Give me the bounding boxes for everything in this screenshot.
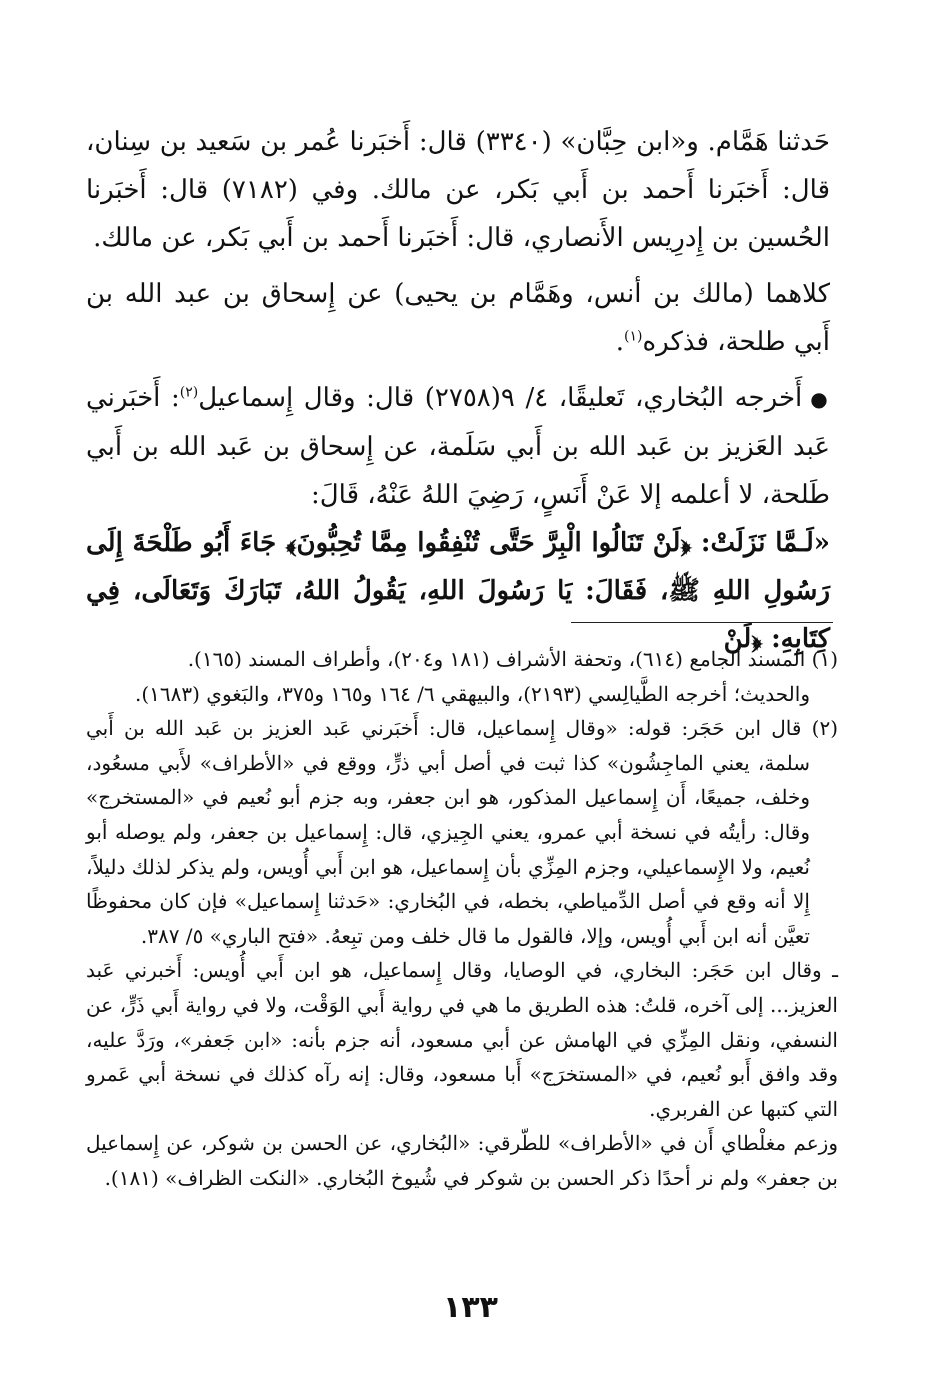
main-paragraph-text: : أَخبَرني عَبد العَزيز بن عَبد الله بن أَبي سَلَمة، عن إِسحاق بن عَبد الله بن أَبي طَلحة، لا أعلمه إلا عَنْ أَنَسٍ، رَضِيَ اللهُ عَنْهُ، قَالَ: <box>86 383 830 510</box>
page-number: ١٣٣ <box>443 1290 498 1325</box>
period: . <box>615 327 625 357</box>
footnote: وزعم مغلْطاي أَن في «الأطراف» للطّرقي: «البُخاري، عن الحسن بن شوكر، عن إِسماعيل بن جعفر» ولم نر أحدًا ذكر الحسن بن شوكر في شُيوخ البُخاري. «النكت الظراف» (١٨١). <box>86 1131 838 1190</box>
footnote-ref: (٢) <box>179 384 199 401</box>
main-paragraph-text: كلاهما (مالك بن أنس، وهَمَّام بن يحيى) عن إِسحاق بن عبد الله بن أَبي طلحة، فذكره <box>86 279 830 357</box>
main-paragraph <box>86 374 830 519</box>
footnote: (٢) قال ابن حَجَر: قوله: «وقال إِسماعيل، قال: أَخبَرني عَبد العزيز بن عَبد الله بن أَبي سلمة، يعني الماجِشُون» كذا ثبت في أصل أبي ذرٍّ، ووقع في «الأطراف» لأَبي مسعُود، وخلف، جميعًا، أَن إِسماعيل المذكور، هو ابن جعفر، وبه جزم أبو نُعيم في «المستخرج» وقال: رأيتُه في نسخة أبي عمرو، يعني الجِيزي، قال: إِسماعيل بن جعفر، ولم يوصله أبو نُعيم، ولا الإِسماعيلي، وجزم المِزِّي بأن إِسماعيل، هو ابن أَبي أُويس، ولم يذكر لذلك دليلاً، إِلا أنه وقع في أصل الدِّمياطي، بخطه، في البُخاري: «حَدثنا إِسماعيل» فإن كان محفوظًا تعيَّن أنه ابن أَبي أُويس، وإلا، فالقول ما قال خلف ومن تبِعهُ. «فتح الباري» ٥/ ٣٨٧. <box>86 716 838 948</box>
footnote: (١) المسند الجامع (٦١٤)، وتحفة الأشراف (١٨١ و٢٠٤)، وأطراف المسند (١٦٥). <box>187 647 838 671</box>
bullet-icon: ● <box>810 387 831 411</box>
main-paragraph-text: أَخرجه البُخاري، تَعليقًا، ٤/ ٩(٢٧٥٨) قال: وقال إِسماعيل <box>198 383 803 413</box>
footnote-divider <box>571 622 833 623</box>
footnote-ref: (١) <box>624 328 643 345</box>
footnotes <box>86 642 838 1196</box>
main-paragraph <box>86 270 830 366</box>
footnote: ـ وقال ابن حَجَر: البخاري، في الوصايا، وقال إِسماعيل، هو ابن أَبي أُويس: أَخبرني عَبد العزيز... إلى آخره، قلتُ: هذه الطريق ما هي في رواية أَبي الوَقْت، ولا في رواية أَبي ذَرٍّ، عن النسفي، ونقل المِزِّي في الهامش عن أبي مسعود، أنه جزم بأنه: «ابن جَعفر»، ورَدَّ عليه، وقد وافق أَبو نُعيم، في «المستخرَج» أَبا مسعود، وقال: إنه رآه كذلك في نسخة أبي عَمرو التي كتبها عن الفربري. <box>86 958 839 1121</box>
footnote: والحديث؛ أخرجه الطَّيالِسي (٢١٩٣)، والبيهقي ٦/ ١٦٤ و١٦٥ و٣٧٥، والبَغوي (١٦٨٣). <box>134 681 810 706</box>
hadith-text: «لَـمَّا نَزَلَتْ: ﴿لَنْ تَنَالُوا الْبِرَّ حَتَّى تُنْفِقُوا مِمَّا تُحِبُّونَ﴾ جَاءَ أَبُو طَلْحَةَ إِلَى رَسُولِ اللهِ ﷺ، فَقَالَ: يَا رَسُولَ اللهِ، يَقُولُ اللهُ، تَبَارَكَ وَتَعَالَى، فِي كِتَابِهِ: ﴿لَنْ <box>86 528 830 654</box>
main-paragraph: حَدثنا هَمَّام. و«ابن حِبَّان» (٣٣٤٠) قال: أَخبَرنا عُمر بن سَعيد بن سِنان، قال: أَخبَرنا أَحمد بن أَبي بَكر، عن مالك. وفي (٧١٨٢) قال: أَخبَرنا الحُسين بن إِدرِيس الأَنصاري، قال: أَخبَرنا أَحمد بن أَبي بَكر، عن مالك. <box>86 127 830 253</box>
main-text <box>86 118 830 663</box>
